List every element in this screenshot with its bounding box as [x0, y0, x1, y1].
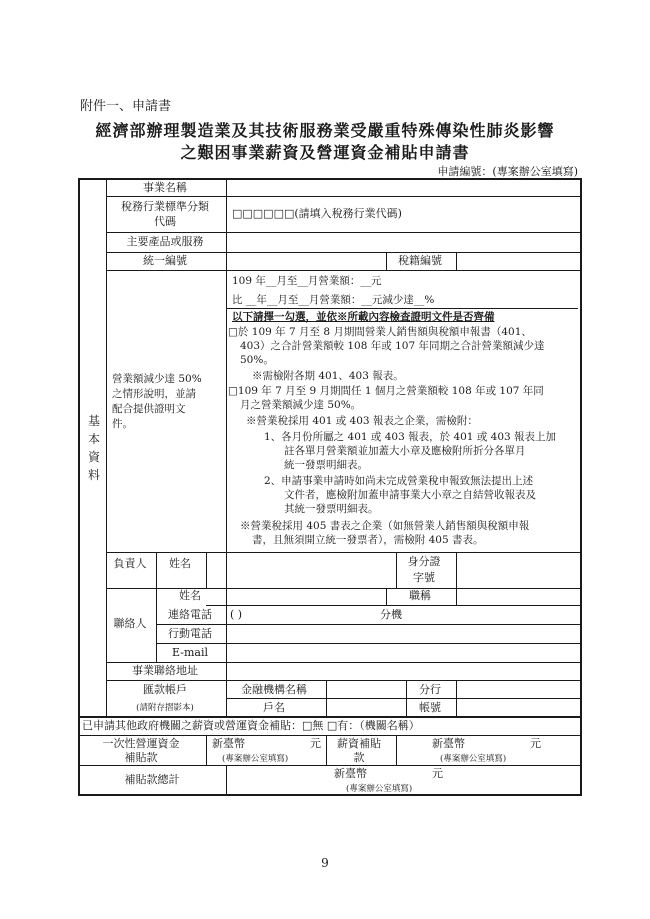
- account-label: 帳號: [419, 701, 441, 714]
- contact-label: 聯絡人: [113, 617, 147, 630]
- total-yuan: 元: [432, 767, 443, 780]
- revenue-line2[interactable]: 比 __年__月至__月營業額：__元減少達__%: [232, 294, 435, 306]
- tax-code-label: 稅務行業標準分類: [121, 200, 209, 213]
- option2-note: ※營業稅採用 401 或 403 報表之企業，需檢附：: [246, 415, 478, 427]
- operating-subsidy-label-2: 補貼款: [124, 751, 158, 764]
- contact-name-field[interactable]: [226, 587, 382, 603]
- option2-item1-line2: 註各單月營業額並加蓋大小章及應檢附所折分各單月: [284, 445, 526, 457]
- owner-id-field[interactable]: [456, 552, 578, 586]
- tax-id-label: 稅籍編號: [398, 254, 442, 267]
- total-subsidy-label: 補貼款總計: [124, 773, 180, 786]
- contact-phone-label: 連絡電話: [168, 608, 212, 621]
- main-products-label: 主要產品或服務: [126, 235, 204, 248]
- owner-id-label: 身分證: [407, 555, 441, 568]
- option2-item2-line3: 其統一發票明細表。: [284, 503, 379, 515]
- operating-office-note: (專案辦公室填寫): [222, 754, 289, 764]
- owner-label: 負責人: [113, 557, 147, 570]
- other-subsidy-question[interactable]: 已申請其他政府機關之薪資或營運資金補貼：□無 □有：（機關名稱）: [82, 719, 420, 732]
- holder-field[interactable]: [326, 699, 404, 715]
- option1-text-3: 50%。: [240, 354, 274, 366]
- page-number: 9: [321, 856, 329, 870]
- salary-subsidy-label-2: 款: [353, 751, 365, 764]
- holder-label: 戶名: [263, 701, 285, 714]
- option3-line1: ※營業稅採用 405 書表之企業（如無營業人銷售額與稅額申報: [240, 520, 530, 532]
- salary-office-note: (專案辦公室填寫): [440, 754, 507, 764]
- branch-field[interactable]: [456, 681, 578, 697]
- option2-item1-line3: 統一發票明細表。: [284, 459, 368, 471]
- form-title-line2: 之艱困事業薪資及營運資金補貼申請書: [180, 143, 470, 162]
- application-number: 申請編號：(專案辦公室填寫): [437, 165, 578, 178]
- option2-item2-line2: 文件者，應檢附加蓋申請事業大小章之自結營收報表及: [284, 489, 536, 501]
- revenue-label-line4: 件。: [112, 418, 133, 430]
- tax-id-field[interactable]: [456, 253, 578, 268]
- uniform-number-label: 統一編號: [143, 254, 187, 267]
- account-field[interactable]: [456, 699, 578, 715]
- total-office-note: (專案辦公室填寫): [346, 784, 413, 794]
- contact-mobile-field[interactable]: [226, 625, 578, 641]
- revenue-label-line1: 營業額減少達 50%: [112, 373, 202, 385]
- section-label-basic-info: 基 本 資 料: [87, 414, 100, 482]
- form-title-line1: 經濟部辦理製造業及其技術服務業受嚴重特殊傳染性肺炎影響: [95, 121, 555, 140]
- contact-ext-label: 分機: [380, 608, 402, 621]
- check-instruction: 以下請擇一勾選，並依※所載內容檢查證明文件是否齊備: [232, 311, 495, 323]
- operating-yuan: 元: [310, 737, 321, 750]
- uniform-number-field[interactable]: [226, 253, 382, 268]
- contact-email-label: E-mail: [172, 646, 208, 659]
- attachment-label: 附件一、申請書: [80, 99, 172, 114]
- address-label: 事業聯絡地址: [132, 664, 198, 677]
- main-products-field[interactable]: [226, 234, 578, 250]
- option1-text-2: 403）之合計營業額較 108 年或 107 年同期之合計營業額減少達: [240, 340, 545, 352]
- institution-label: 金融機構名稱: [241, 683, 307, 696]
- contact-title-field[interactable]: [456, 587, 578, 603]
- contact-name-label: 姓名: [179, 589, 201, 602]
- contact-mobile-label: 行動電話: [168, 627, 212, 640]
- option2-text-2: 月之營業額減少達 50%。: [240, 399, 362, 411]
- owner-id-label-2: 字號: [413, 571, 435, 584]
- bank-note: (請附存摺影本): [136, 703, 194, 713]
- revenue-label-line2: 之情形說明，並請: [112, 388, 196, 400]
- salary-currency: 新臺幣: [432, 737, 465, 750]
- option2-item1-line1: 1、各月份所屬之 401 或 403 報表，於 401 或 403 報表上加: [264, 431, 557, 443]
- address-field[interactable]: [226, 662, 578, 678]
- tax-code-label-2: 代碼: [154, 215, 176, 228]
- bank-label: 匯款帳戶: [143, 683, 187, 696]
- owner-name-field[interactable]: [206, 552, 394, 586]
- salary-yuan: 元: [530, 737, 541, 750]
- option3-line2: 書，且無須開立統一發票者），需檢附 405 書表。: [252, 534, 484, 546]
- company-name-field[interactable]: [226, 180, 578, 194]
- owner-name-label: 姓名: [169, 557, 191, 570]
- tax-code-field[interactable]: □□□□□□(請填入稅務行業代碼): [232, 207, 402, 220]
- contact-email-field[interactable]: [226, 644, 578, 660]
- option2-checkbox[interactable]: □109 年 7 月至 9 月期間任 1 個月之營業額較 108 年或 107 年同: [228, 385, 544, 397]
- option1-checkbox[interactable]: □於 109 年 7 月至 8 月期間營業人銷售額與稅額申報書（401、: [228, 326, 532, 338]
- contact-title-label: 職稱: [409, 589, 431, 602]
- revenue-line1[interactable]: 109 年__月至__月營業額：__元: [232, 275, 382, 287]
- total-currency: 新臺幣: [334, 767, 367, 780]
- revenue-label-line3: 配合提供證明文: [112, 403, 186, 415]
- option2-item2-line1: 2、申請事業申請時如尚未完成營業稅申報致無法提出上述: [264, 475, 534, 487]
- branch-label: 分行: [419, 683, 441, 696]
- salary-subsidy-label: 薪資補貼: [337, 737, 381, 750]
- option1-note: ※需檢附各期 401、403 報表。: [252, 370, 404, 382]
- operating-subsidy-label: 一次性營運資金: [102, 737, 180, 750]
- institution-field[interactable]: [326, 681, 404, 697]
- contact-phone-field[interactable]: ( ): [230, 608, 243, 621]
- operating-currency: 新臺幣: [212, 737, 245, 750]
- company-name-label: 事業名稱: [143, 181, 187, 194]
